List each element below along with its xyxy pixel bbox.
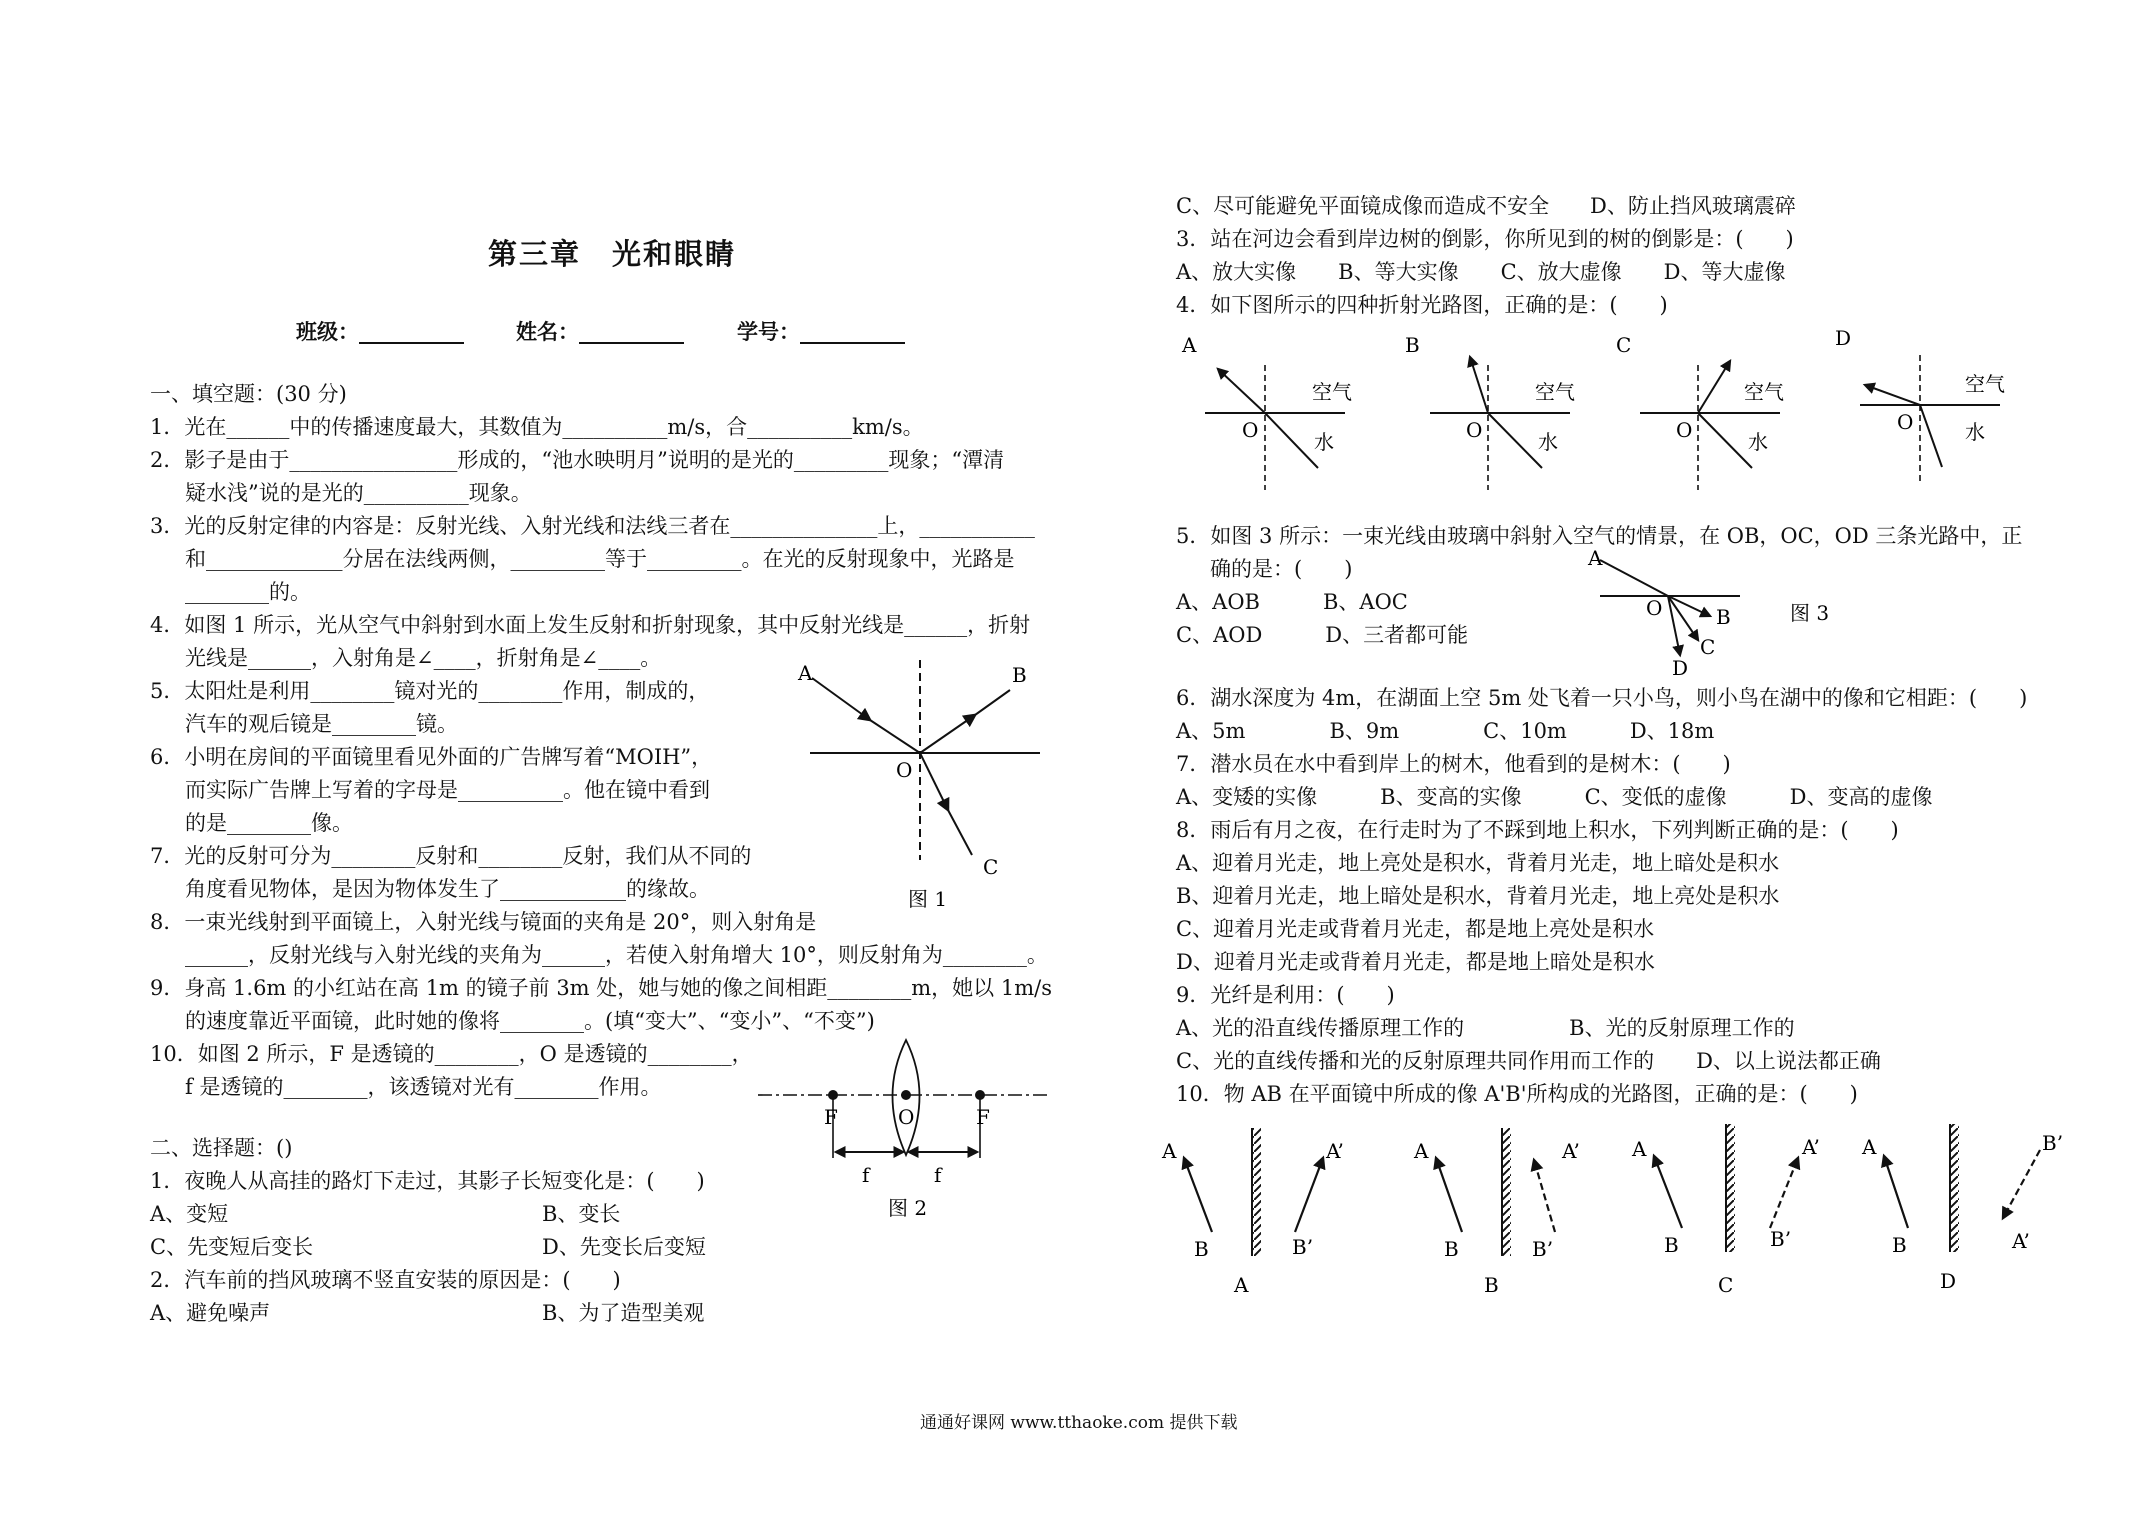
q10a-b2: B’: [1292, 1235, 1314, 1259]
q10d-a2: A’: [2012, 1229, 2030, 1253]
choice-q9-ab: A、光的沿直线传播原理工作的 B、光的反射原理工作的: [1176, 1016, 1795, 1040]
q-line-14: 7．光的反射可分为________反射和________反射，我们从不同的: [150, 844, 752, 868]
fig2-label-f-right: f: [934, 1163, 942, 1187]
fig3-label-b: B: [1716, 605, 1731, 629]
q-line-1: 1．光在______中的传播速度最大，其数值为__________m/s，合__________km/s。: [150, 415, 924, 439]
q10c-a: A: [1632, 1137, 1647, 1161]
choice-q9: 9．光纤是利用：( ): [1176, 983, 1395, 1007]
q-line-10: 汽车的观后镜是________镜。: [185, 712, 458, 736]
choice-q5-opts-ab: A、AOB B、AOC: [1176, 590, 1408, 614]
choice-q2-b: B、为了造型美观: [542, 1301, 705, 1325]
choice-q5: 5．如图 3 所示：一束光线由玻璃中斜射入空气的情景，在 OB，OC，OD 三条光路中，正: [1176, 524, 2023, 548]
fig1-label-b: B: [1012, 663, 1027, 687]
q10c-b: B: [1664, 1233, 1679, 1257]
q10-mirror-diagrams: [1150, 1120, 2064, 1300]
fig3-label-d: D: [1672, 656, 1689, 680]
fig3-label-o: O: [1646, 596, 1663, 620]
q10b-a2: A’: [1562, 1139, 1580, 1163]
figure-3-glass-to-air: [1570, 540, 1840, 680]
choice-q1-d: D、先变长后变短: [542, 1235, 706, 1259]
q10b-a: A: [1414, 1139, 1429, 1163]
q-line-21: f 是透镜的________，该透镜对光有________作用。: [185, 1075, 662, 1099]
q4d-air: 空气: [1965, 372, 2005, 396]
q4-refraction-diagrams: [1170, 325, 2050, 500]
q-line-16: 8．一束光线射到平面镜上，入射光线与镜面的夹角是 20°，则入射角是: [150, 910, 817, 934]
fig2-label-f2: F: [976, 1105, 990, 1129]
q4c-air: 空气: [1744, 380, 1784, 404]
choice-q2-d: D、防止挡风玻璃震碎: [1590, 194, 1796, 218]
q-line-15: 角度看见物体，是因为物体发生了____________的缘故。: [185, 877, 710, 901]
q-line-9: 5．太阳灶是利用________镜对光的________作用，制成的，: [150, 679, 710, 703]
choice-q10: 10．物 AB 在平面镜中所成的像 A'B'所构成的光路图，正确的是：( ): [1176, 1082, 1858, 1106]
choice-q3-options: A、放大实像 B、等大实像 C、放大虚像 D、等大虚像: [1176, 260, 1786, 284]
q4d-water: 水: [1965, 420, 1985, 444]
q10-label-d: D: [1940, 1269, 1957, 1293]
choice-q2-c: C、尽可能避免平面镜成像而造成不安全: [1176, 194, 1550, 218]
choice-q6: 6．湖水深度为 4m，在湖面上空 5m 处飞着一只小鸟，则小鸟在湖中的像和它相距：( ): [1176, 686, 2028, 710]
choice-q1: 1．夜晚人从高挂的路灯下走过，其影子长短变化是：( ): [150, 1169, 705, 1193]
q-line-12: 而实际广告牌上写着的字母是__________。他在镜中看到: [185, 778, 710, 802]
q-line-3: 疑水浅”说的是光的__________现象。: [185, 481, 532, 505]
class-field: 班级：__________: [296, 319, 464, 344]
q10-label-a: A: [1234, 1273, 1249, 1297]
choice-q2-a: A、避免噪声: [150, 1301, 271, 1325]
q10c-b2: B’: [1770, 1227, 1792, 1251]
q4a-air: 空气: [1312, 380, 1352, 404]
q4b-air: 空气: [1535, 380, 1575, 404]
q10d-a: A: [1862, 1135, 1877, 1159]
fig3-label-a: A: [1588, 546, 1603, 570]
q-line-8: 光线是______，入射角是∠____，折射角是∠____。: [185, 646, 662, 670]
fig3-label-c: C: [1700, 635, 1716, 659]
q10b-b2: B’: [1532, 1237, 1554, 1261]
q10a-a: A: [1162, 1139, 1177, 1163]
q-line-20: 10．如图 2 所示，F 是透镜的________，O 是透镜的________，: [150, 1042, 753, 1066]
section-choice: 二、选择题：(): [150, 1136, 293, 1160]
q4-label-c: C: [1616, 333, 1632, 357]
q4a-water: 水: [1314, 430, 1334, 454]
q-line-13: 的是________像。: [185, 811, 353, 835]
figure-2-convex-lens: [758, 1040, 1058, 1220]
q10b-b: B: [1444, 1237, 1459, 1261]
choice-q9-cd: C、光的直线传播和光的反射原理共同作用而工作的 D、以上说法都正确: [1176, 1049, 1881, 1073]
q10c-a2: A’: [1802, 1135, 1820, 1159]
q4c-water: 水: [1748, 430, 1768, 454]
choice-q8-d: D、迎着月光走或背着月光走，都是地上暗处是积水: [1176, 950, 1655, 974]
q-line-7: 4．如图 1 所示，光从空气中斜射到水面上发生反射和折射现象，其中反射光线是______，折射: [150, 613, 1031, 637]
choice-q8-b: B、迎着月光走，地上暗处是积水，背着月光走，地上亮处是积水: [1176, 884, 1780, 908]
fig2-label-f1: F: [824, 1105, 838, 1129]
fig2-caption: 图 2: [888, 1196, 928, 1220]
q10a-b: B: [1194, 1237, 1209, 1261]
fig2-label-f-left: f: [862, 1163, 870, 1187]
choice-q7-options: A、变矮的实像 B、变高的实像 C、变低的虚像 D、变高的虚像: [1176, 785, 1933, 809]
name-field: 姓名：__________: [516, 319, 684, 344]
fig3-caption: 图 3: [1790, 601, 1830, 625]
q-line-18: 9．身高 1.6m 的小红站在高 1m 的镜子前 3m 处，她与她的像之间相距________m，她以 1m/s: [150, 976, 1052, 1000]
q10d-b: B: [1892, 1233, 1907, 1257]
q10a-a2: A’: [1326, 1139, 1344, 1163]
q4-label-b: B: [1405, 333, 1420, 357]
q4d-o: O: [1897, 410, 1914, 434]
q4b-o: O: [1466, 418, 1483, 442]
fig1-label-a: A: [798, 661, 813, 685]
q10d-b2: B’: [2042, 1131, 2064, 1155]
q-line-19: 的速度靠近平面镜，此时她的像将________。(填“变大”、“变小”、“不变”): [185, 1009, 875, 1033]
q-line-5: 和_____________分居在法线两侧，_________等于_________。在光的反射现象中，光路是: [185, 547, 1015, 571]
choice-q7: 7．潜水员在水中看到岸上的树木，他看到的是树木：( ): [1176, 752, 1731, 776]
q4-label-a: A: [1182, 333, 1197, 357]
choice-q1-b: B、变长: [542, 1202, 621, 1226]
choice-q8-a: A、迎着月光走，地上亮处是积水，背着月光走，地上暗处是积水: [1176, 851, 1780, 875]
student-id-field: 学号：__________: [737, 319, 905, 344]
choice-q2: 2．汽车前的挡风玻璃不竖直安装的原因是：( ): [150, 1268, 621, 1292]
choice-q8: 8．雨后有月之夜，在行走时为了不踩到地上积水，下列判断正确的是：( ): [1176, 818, 1899, 842]
q10-label-c: C: [1718, 1273, 1734, 1297]
page-title: 第三章 光和眼睛: [488, 237, 737, 271]
fig1-caption: 图 1: [908, 887, 948, 911]
choice-q3: 3．站在河边会看到岸边树的倒影，你所见到的树的倒影是：( ): [1176, 227, 1794, 251]
q4-label-d: D: [1835, 326, 1852, 350]
q-line-6: ________的。: [185, 580, 311, 604]
q-line-2: 2．影子是由于________________形成的，“池水映明月”说明的是光的_________现象；“潭清: [150, 448, 1005, 472]
fig1-label-o: O: [896, 758, 913, 782]
fig2-label-o: O: [898, 1105, 915, 1129]
q10-label-b: B: [1484, 1273, 1499, 1297]
fig1-label-c: C: [983, 855, 999, 879]
q4b-water: 水: [1538, 430, 1558, 454]
q-line-11: 6．小明在房间的平面镜里看见外面的广告牌写着“MOIH”，: [150, 745, 713, 769]
choice-q1-a: A、变短: [150, 1202, 229, 1226]
footer-source: 通通好课网 www.tthaoke.com 提供下载: [920, 1413, 1238, 1433]
section-fill-blank: 一、填空题：(30 分): [150, 382, 347, 406]
q-line-4: 3．光的反射定律的内容是：反射光线、入射光线和法线三者在______________上，___________: [150, 514, 1035, 538]
choice-q8-c: C、迎着月光走或背着月光走，都是地上亮处是积水: [1176, 917, 1655, 941]
choice-q5-opts-cd: C、AOD D、三者都可能: [1176, 623, 1469, 647]
choice-q1-c: C、先变短后变长: [150, 1235, 314, 1259]
figure-1-reflection-refraction: [800, 650, 1060, 910]
q4c-o: O: [1676, 418, 1693, 442]
choice-q4: 4．如下图所示的四种折射光路图，正确的是：( ): [1176, 293, 1668, 317]
q4a-o: O: [1242, 418, 1259, 442]
choice-q5-cont: 确的是：( ): [1210, 557, 1353, 581]
choice-q6-options: A、5m B、9m C、10m D、18m: [1176, 719, 1715, 743]
q-line-17: ______，反射光线与入射光线的夹角为______，若使入射角增大 10°，则反射角为________。: [185, 943, 1048, 967]
